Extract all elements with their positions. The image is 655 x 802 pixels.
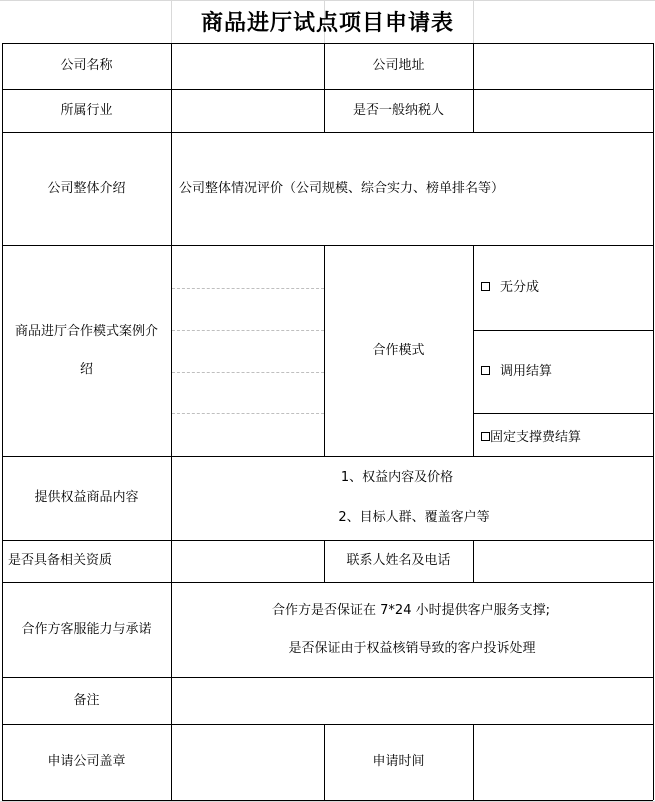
qualification-field[interactable]: [171, 540, 324, 582]
service-label: 合作方客服能力与承诺: [21, 621, 152, 637]
seal-field[interactable]: [171, 724, 324, 800]
seal-label: 申请公司盖章: [47, 754, 126, 770]
company-name-label: 公司名称: [60, 58, 113, 74]
case-label-line1: 商品进厅合作模式案例介: [14, 323, 158, 339]
company-address-label: 公司地址: [372, 58, 425, 74]
coop-option-label: 无分成: [500, 279, 540, 295]
checkbox-icon: [481, 432, 490, 441]
apply-time-label: 申请时间: [372, 754, 425, 770]
coop-mode-label: 合作模式: [372, 342, 425, 358]
checkbox-icon: [481, 366, 490, 375]
contact-label: 联系人姓名及电话: [346, 553, 451, 569]
form-title: 商品进厅试点项目申请表: [200, 10, 454, 36]
service-field[interactable]: [171, 582, 653, 677]
industry-field[interactable]: [171, 89, 324, 132]
coop-option-no-share[interactable]: [473, 245, 653, 330]
coop-option-label: 固定支撑费结算: [490, 429, 582, 445]
intro-field[interactable]: 公司整体情况评价（公司规模、综合实力、榜单排名等）: [179, 180, 505, 196]
coop-option-fixed-fee[interactable]: [473, 413, 653, 456]
contact-field[interactable]: [473, 540, 653, 582]
company-address-field[interactable]: [473, 43, 653, 89]
coop-option-label: 调用结算: [500, 363, 553, 379]
rights-field[interactable]: [171, 456, 653, 540]
case-label: [2, 245, 171, 456]
table-border: [653, 43, 654, 800]
case-label-line2: 绍: [79, 361, 93, 377]
rights-line2: 2、目标人群、覆盖客户等: [338, 510, 490, 525]
remark-label: 备注: [73, 692, 100, 708]
coop-option-call-settlement[interactable]: [473, 330, 653, 413]
rights-label: 提供权益商品内容: [34, 490, 139, 506]
service-line2: 是否保证由于权益核销导致的客户投诉处理: [288, 640, 536, 656]
case-field[interactable]: [171, 245, 324, 456]
company-name-field[interactable]: [171, 43, 324, 89]
rights-line1: 1、权益内容及价格: [340, 470, 454, 486]
industry-label: 所属行业: [60, 102, 113, 118]
taxpayer-field[interactable]: [473, 89, 653, 132]
service-line1: 合作方是否保证在 7*24 小时提供客户服务支撑;: [272, 602, 550, 618]
apply-time-field[interactable]: [473, 724, 653, 800]
intro-label: 公司整体介绍: [47, 180, 126, 196]
qualification-label: 是否具备相关资质: [8, 553, 113, 569]
taxpayer-label: 是否一般纳税人: [352, 102, 444, 118]
remark-field[interactable]: [171, 677, 653, 724]
checkbox-icon: [481, 282, 490, 291]
table-border: [2, 800, 653, 801]
